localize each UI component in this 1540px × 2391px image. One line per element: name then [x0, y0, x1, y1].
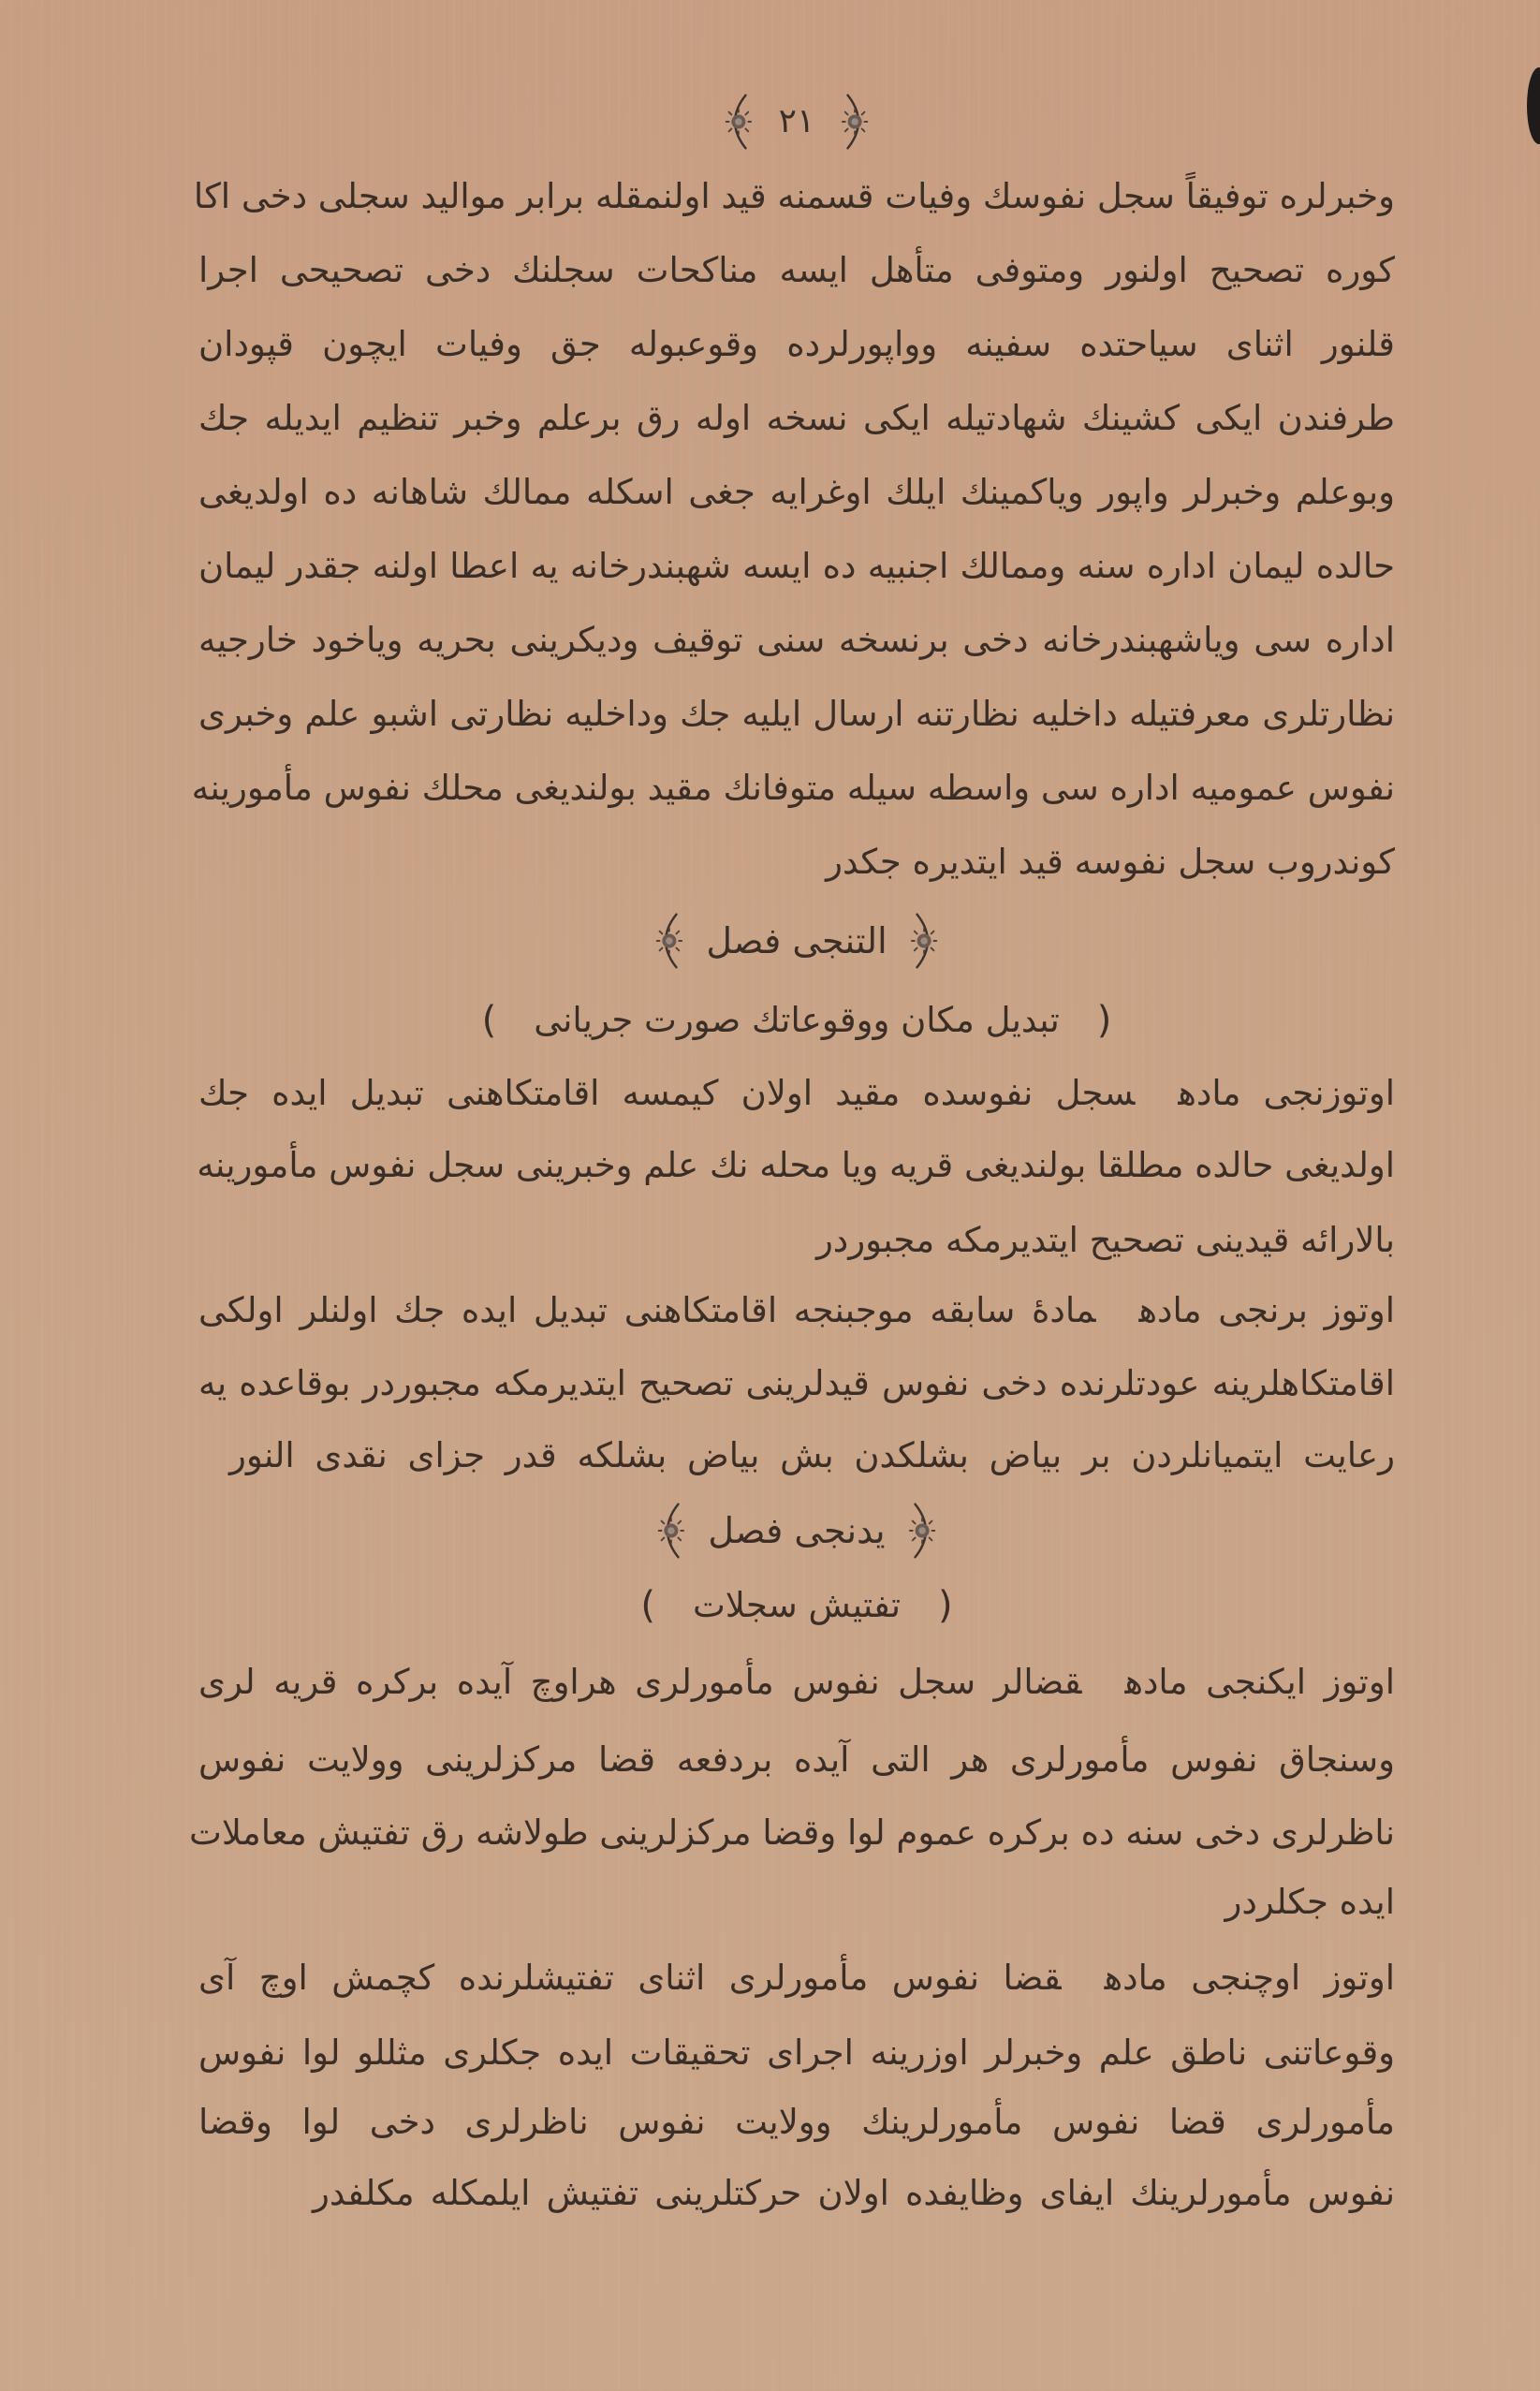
article-label: اوتوز اوچنجى ماده [1104, 1958, 1395, 1998]
article-first-line [198, 1065, 1395, 1122]
text-line: وسنجاق نفوس مأمورلرى هر التى آيده بردفعه قضا مركزلرينى وولايت نفوس [198, 1739, 1395, 1780]
text-line: ناظرلرى دخى سنه ده بركره عموم لوا وقضا مركزلرينى طولاشه رق تفتيش معاملات [189, 1812, 1395, 1853]
page-number-header [198, 89, 1395, 154]
page-number: ٢١ [778, 102, 815, 140]
chapter-subtitle [198, 1573, 1395, 1638]
paren-close: ) [481, 999, 497, 1042]
article-first-line [198, 1654, 1395, 1710]
article-label: اوتوز برنجى ماده [1138, 1290, 1395, 1330]
text-line: اداره سى وياشهبندرخانه دخى برنسخه سنى توقيف وديكرينى بحريه وياخود خارجيه [198, 620, 1395, 660]
text-line: طرفندن ايكى كشينك شهادتيله ايكى نسخه اوله رق برعلم وخبر تنظيم ايديله جك [198, 398, 1395, 438]
text-line: نفوس عموميه اداره سى واسطه سيله متوفانك مقيد بولنديغى محلك نفوس مأمورينه [191, 768, 1395, 808]
chapter-subtitle [198, 988, 1395, 1053]
ornament-right-icon [839, 91, 874, 153]
text-line: بالارائه قيدينى تصحيح ايتديرمكه مجبوردر [815, 1220, 1395, 1260]
text-line: نظارتلرى معرفتيله داخليه نظارتنه ارسال ايليه جك وداخليه نظارتى اشبو علم وخبرى [198, 694, 1395, 734]
text-line: كوندروب سجل نفوسه قيد ايتديره جكدر [826, 842, 1395, 882]
scan-edge-mark [1527, 67, 1540, 144]
article-text: مادۀ سابقه موجبنجه اقامتكاهنى تبديل ايده جك اولنلر اولكى [198, 1290, 1096, 1330]
chapter-title: يدنجى فصل [708, 1510, 886, 1551]
ornament-left-icon [650, 910, 685, 972]
text-line: وبوعلم وخبرلر واپور وياكمينك ايلك اوغرايه جغى اسكله ممالك شاهانه ده اولديغى [198, 472, 1395, 512]
chapter-heading [198, 1498, 1395, 1563]
paren-close: ) [640, 1584, 655, 1627]
article-text: قضالر سجل نفوس مأمورلرى هراوچ آيده بركره قريه لرى [198, 1662, 1082, 1702]
paren-open: ( [938, 1584, 953, 1627]
text-line: كوره تصحيح اولنور ومتوفى متأهل ايسه مناكحات سجلنك دخى تصحيحى اجرا [198, 250, 1395, 290]
text-line: مأمورلرى قضا نفوس مأمورلرينك وولايت نفوس ناظرلرى دخى لوا وقضا [198, 2102, 1395, 2142]
text-line: رعايت ايتميانلردن بر بياض بشلكدن بش بياض بشلكه قدر جزاى نقدى النور [229, 1435, 1395, 1475]
text-line: وخبرلره توفيقاً سجل نفوسك وفيات قسمنه قيد اولنمقله برابر مواليد سجلى دخى اكا [193, 176, 1395, 216]
text-line: اولديغى حالده مطلقا بولنديغى قريه ويا محله نك علم وخبرينى سجل نفوس مأمورينه [197, 1145, 1395, 1185]
text-line: اقامتكاهلرينه عودتلرنده دخى نفوس قيدلرينى تصحيح ايتديرمكه مجبوردر بوقاعده يه [198, 1363, 1395, 1403]
text-line: قلنور اثناى سياحتده سفينه وواپورلرده وقوعبوله جق وفيات ايچون قپودان [198, 324, 1395, 364]
chapter-heading [198, 908, 1395, 974]
text-line: وقوعاتنى ناطق علم وخبرلر اوزرينه اجراى تحقيقات ايده جكلرى مثللو لوا نفوس [198, 2032, 1395, 2073]
text-line: حالده ليمان اداره سنه وممالك اجنبيه ده ايسه شهبندرخانه يه اعطا اولنه جقدر ليمان [198, 546, 1395, 586]
ornament-right-icon [906, 1500, 942, 1562]
article-text: قضا نفوس مأمورلرى اثناى تفتيشلرنده كچمش اوچ آى [198, 1958, 1062, 1998]
text-line: ايده جكلردر [1225, 1882, 1395, 1922]
chapter-subtitle-text: تبديل مكان ووقوعاتك صورت جريانى [534, 1000, 1060, 1040]
ornament-right-icon [908, 910, 944, 972]
article-text: سجل نفوسده مقيد اولان كيمسه اقامتكاهنى تبديل ايده جك [198, 1073, 1136, 1113]
ornament-left-icon [652, 1500, 687, 1562]
article-label: اوتوز ايكنجى ماده [1124, 1662, 1395, 1702]
text-line: نفوس مأمورلرينك ايفاى وظايفده اولان حركتلرينى تفتيش ايلمكله مكلفدر [313, 2173, 1395, 2213]
article-label: اوتوزنجى ماده [1178, 1073, 1395, 1113]
article-first-line [198, 1950, 1395, 2006]
chapter-subtitle-text: تفتيش سجلات [692, 1585, 902, 1625]
paren-open: ( [1096, 999, 1112, 1042]
chapter-title: التنجى فصل [706, 920, 887, 961]
article-first-line [198, 1283, 1395, 1339]
ornament-left-icon [719, 91, 755, 153]
